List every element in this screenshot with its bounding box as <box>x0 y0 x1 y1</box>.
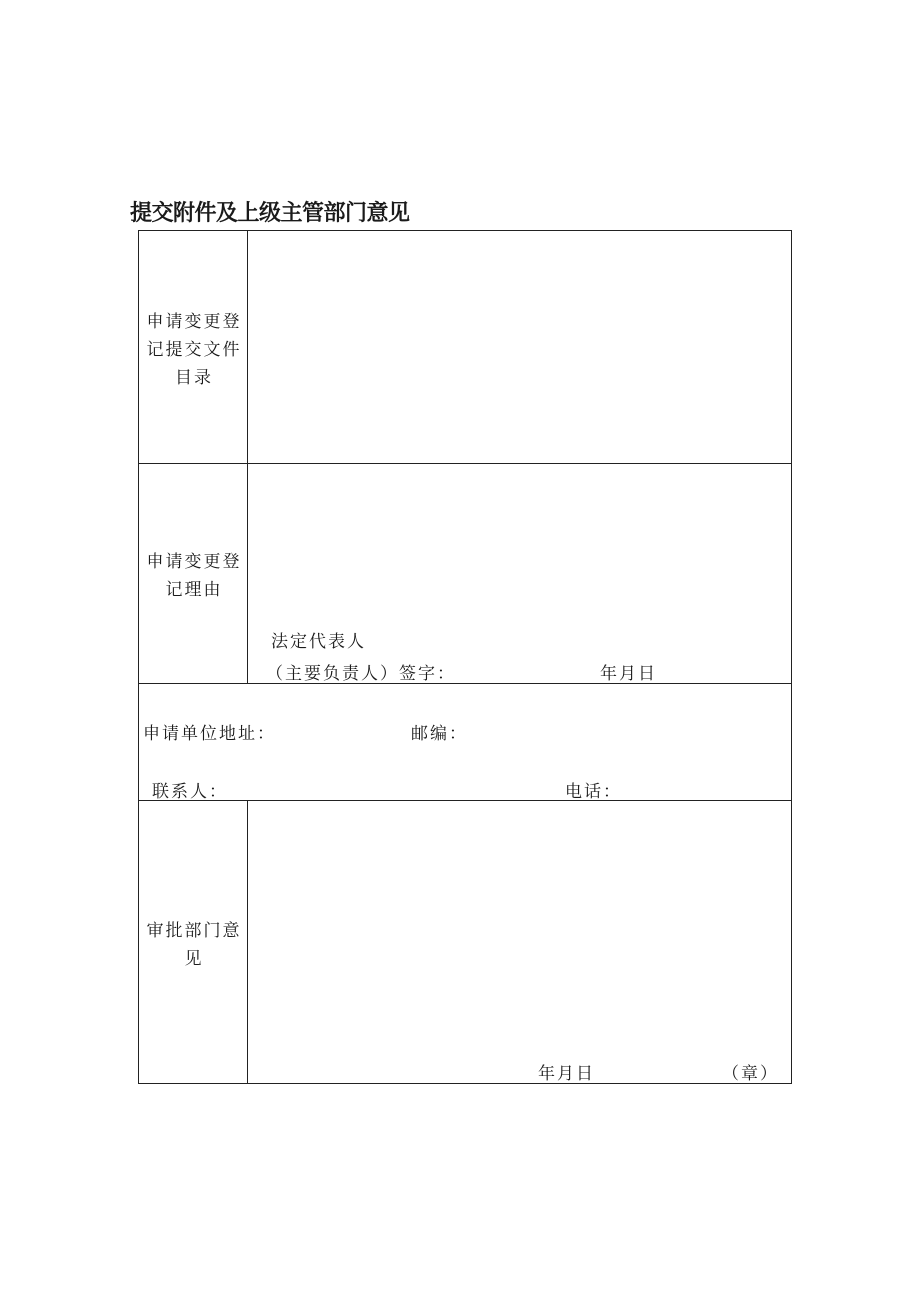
row-divider <box>138 800 792 801</box>
documents-content-area[interactable] <box>249 232 790 462</box>
reason-date: 年月日 <box>600 664 657 684</box>
documents-label-line: 申请变更登 <box>146 312 242 332</box>
reason-label <box>140 548 248 604</box>
approval-label-line: 审批部门意 <box>146 921 242 941</box>
row-divider <box>138 683 792 684</box>
postcode-label: 邮编： <box>411 724 468 744</box>
legal-rep-label: 法定代表人 <box>271 632 366 652</box>
contact-person-label: 联系人： <box>152 782 228 802</box>
column-divider <box>247 230 248 684</box>
documents-label <box>140 308 248 392</box>
page-title: 提交附件及上级主管部门意见 <box>130 201 410 226</box>
approval-date: 年月日 <box>538 1064 595 1084</box>
reason-label-line: 申请变更登 <box>146 552 242 572</box>
approval-label-line: 见 <box>184 949 204 969</box>
approval-content-area[interactable] <box>249 802 790 1047</box>
row-divider <box>138 463 792 464</box>
approval-label <box>140 917 248 973</box>
reason-label-line: 记理由 <box>165 580 223 600</box>
phone-label: 电话： <box>565 782 622 802</box>
reason-content-area[interactable] <box>249 465 790 615</box>
address-label: 申请单位地址： <box>143 724 276 744</box>
documents-label-line: 目录 <box>175 368 213 388</box>
documents-label-line: 记提交文件 <box>146 340 242 360</box>
seal-label: （章） <box>722 1064 779 1084</box>
signature-label: （主要负责人）签字： <box>266 664 456 684</box>
